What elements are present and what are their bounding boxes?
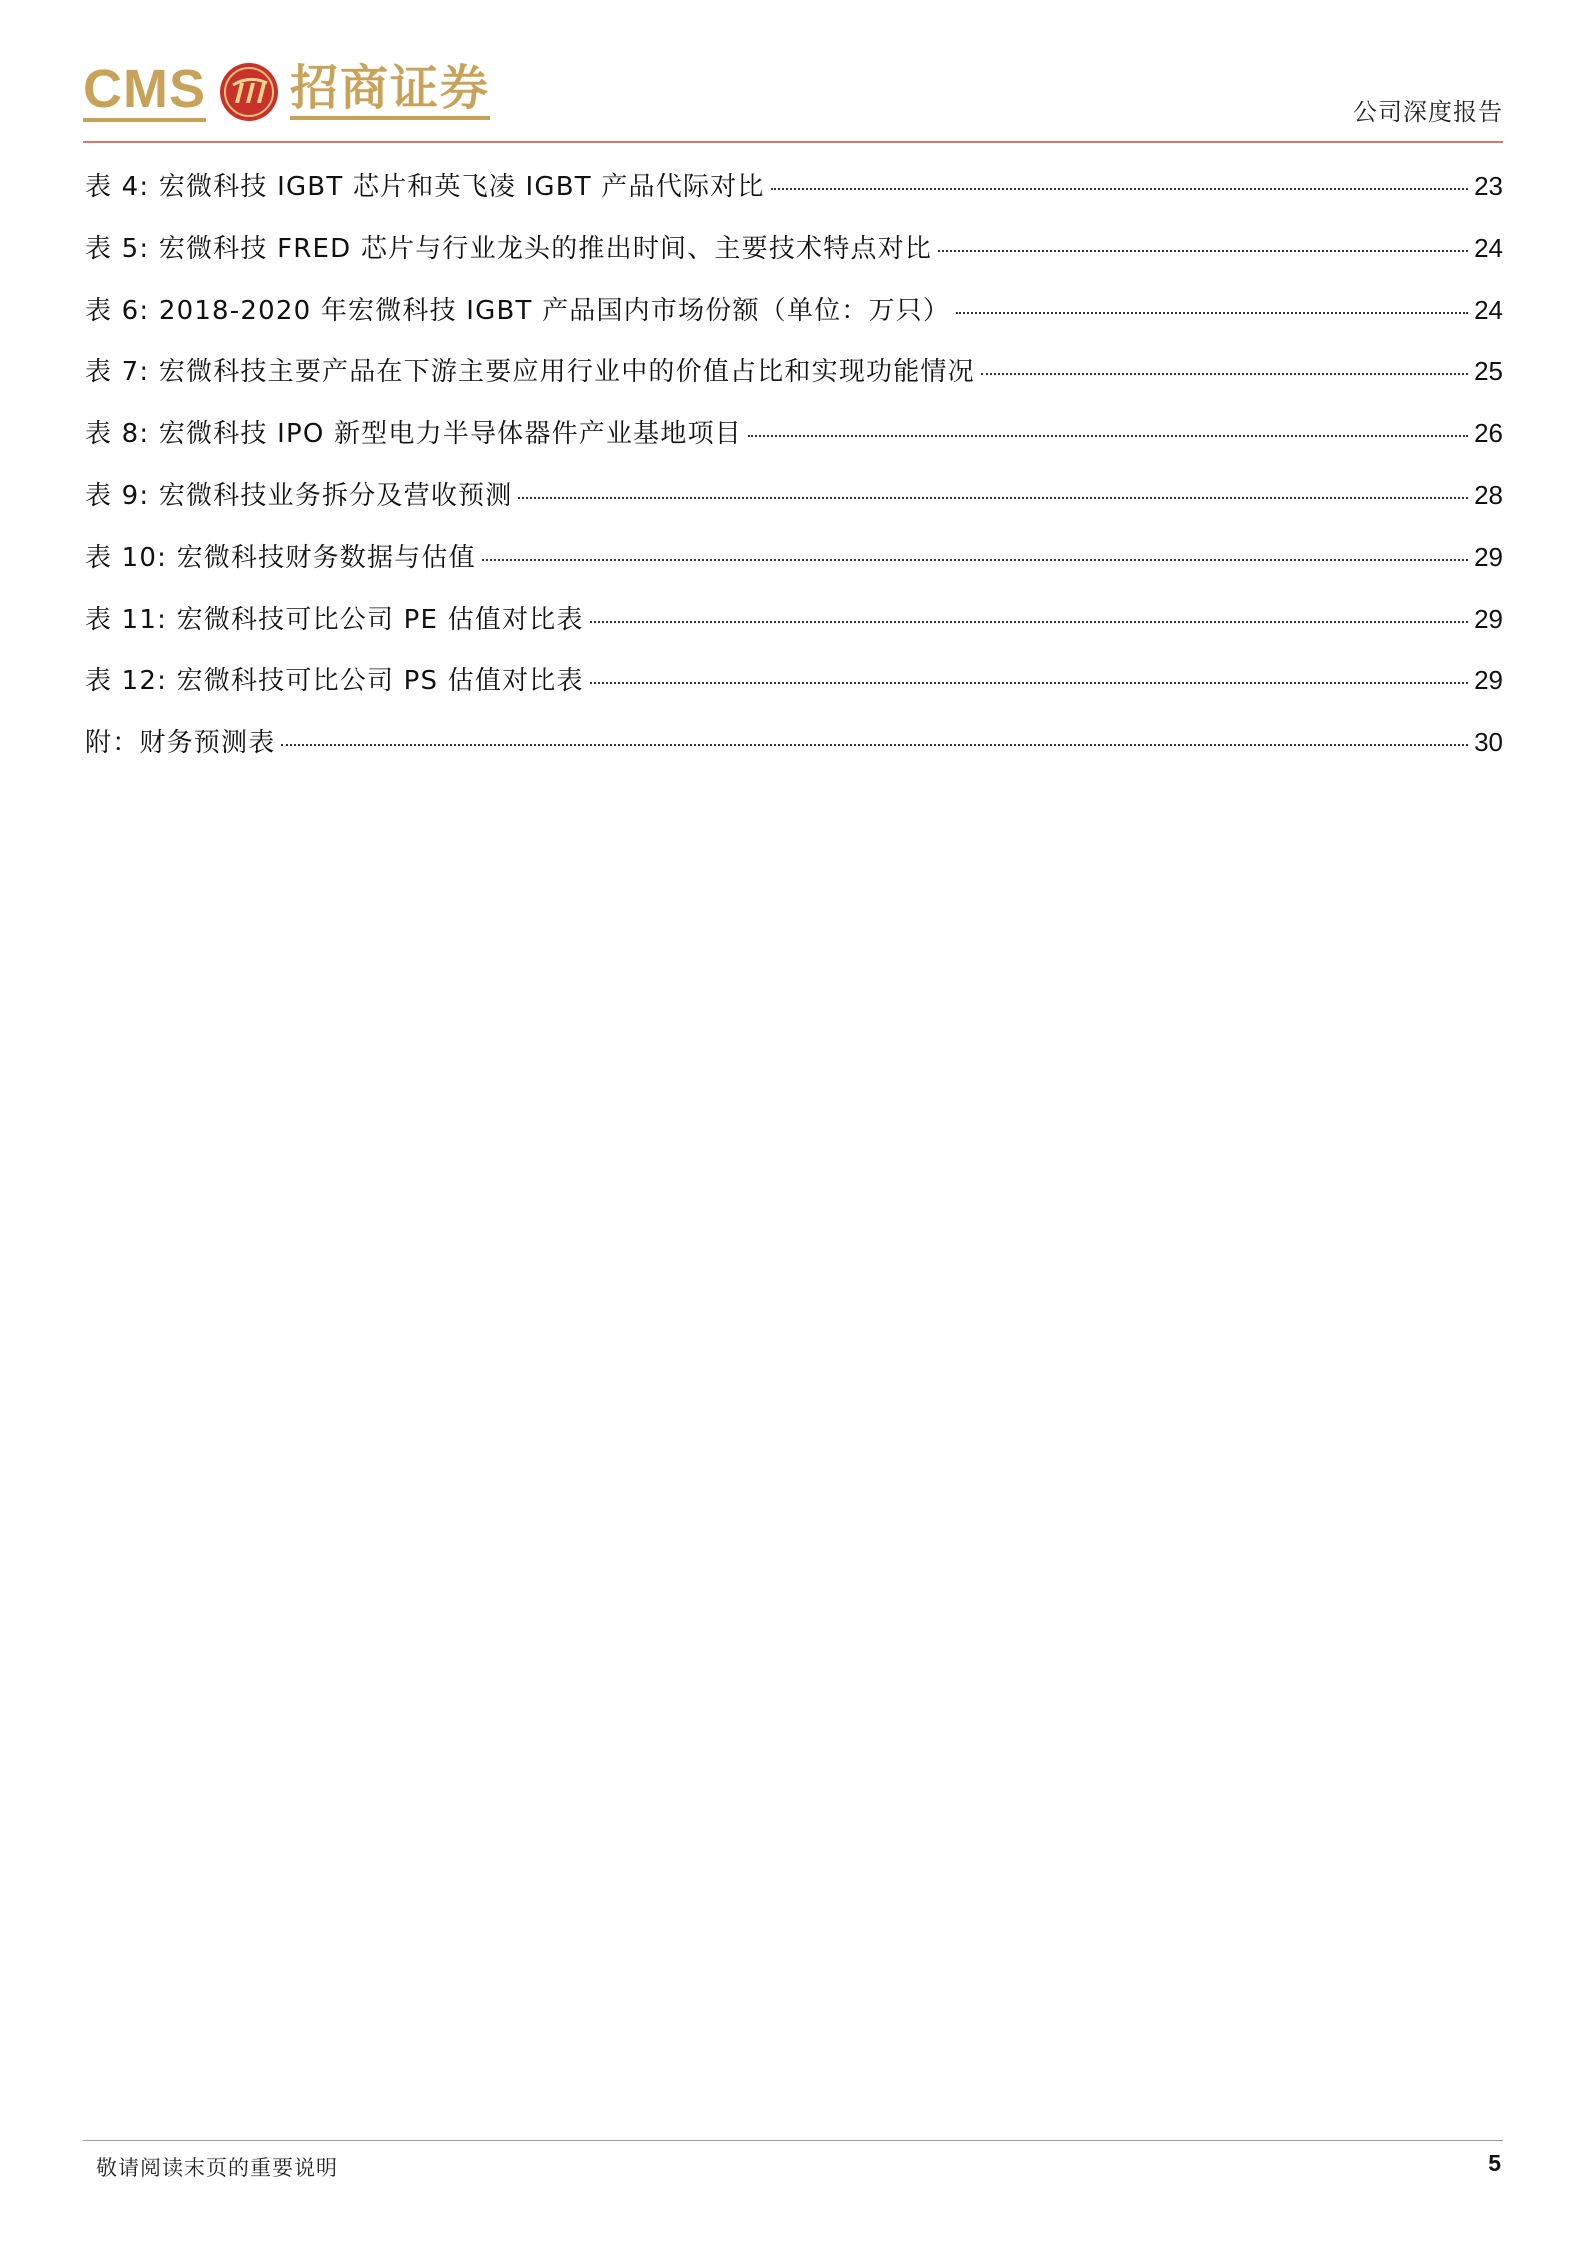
toc-entry-label: 表 4: 宏微科技 IGBT 芯片和英飞凌 IGBT 产品代际对比: [85, 172, 765, 202]
logo-emblem-icon: [218, 61, 280, 123]
toc-entry-page: 28: [1474, 479, 1503, 510]
toc-entry[interactable]: [85, 351, 1503, 413]
table-of-contents: [85, 166, 1503, 784]
toc-entry-label: 表 7: 宏微科技主要产品在下游主要应用行业中的价值占比和实现功能情况: [85, 357, 975, 388]
toc-dot-leader: [956, 312, 1468, 314]
toc-entry[interactable]: [85, 475, 1503, 537]
toc-dot-leader: [590, 682, 1468, 684]
toc-entry[interactable]: [85, 537, 1503, 599]
toc-entry-label: 表 5: 宏微科技 FRED 芯片与行业龙头的推出时间、主要技术特点对比: [85, 233, 933, 264]
company-logo: [83, 52, 490, 132]
toc-dot-leader: [482, 559, 1468, 561]
toc-entry-page: 29: [1474, 541, 1503, 572]
toc-entry-label: 附：财务预测表: [85, 728, 276, 759]
toc-entry-label: 表 10: 宏微科技财务数据与估值: [85, 542, 476, 573]
toc-entry[interactable]: [85, 290, 1503, 352]
toc-entry-label: 表 9: 宏微科技业务拆分及营收预测: [85, 480, 513, 511]
page-header: [0, 0, 1587, 145]
toc-entry[interactable]: [85, 166, 1503, 228]
logo-text-cn: 招商证券: [290, 64, 490, 120]
toc-dot-leader: [981, 373, 1468, 375]
toc-dot-leader: [748, 435, 1468, 437]
toc-dot-leader: [281, 744, 1468, 746]
header-divider: [83, 141, 1503, 143]
toc-entry-label: 表 11: 宏微科技可比公司 PE 估值对比表: [85, 604, 584, 635]
toc-entry[interactable]: [85, 599, 1503, 661]
toc-entry-page: 30: [1474, 727, 1503, 758]
toc-dot-leader: [771, 188, 1469, 190]
toc-entry-page: 29: [1474, 665, 1503, 696]
logo-text-en: CMS: [83, 62, 206, 122]
page-number: 5: [1488, 2150, 1501, 2176]
toc-entry[interactable]: [85, 413, 1503, 475]
toc-entry-label: 表 8: 宏微科技 IPO 新型电力半导体器件产业基地项目: [85, 419, 742, 450]
toc-dot-leader: [518, 497, 1468, 499]
toc-entry-label: 表 12: 宏微科技可比公司 PS 估值对比表: [85, 666, 584, 697]
toc-entry-page: 23: [1474, 171, 1503, 201]
toc-entry-page: 29: [1474, 603, 1503, 634]
toc-dot-leader: [590, 621, 1468, 623]
toc-entry-label: 表 6: 2018-2020 年宏微科技 IGBT 产品国内市场份额（单位：万只）: [85, 295, 951, 326]
toc-entry-page: 26: [1474, 418, 1503, 449]
toc-dot-leader: [938, 250, 1468, 252]
toc-entry[interactable]: [85, 660, 1503, 722]
toc-entry-page: 24: [1474, 232, 1503, 263]
footer-disclaimer-note: 敬请阅读末页的重要说明: [96, 2156, 338, 2180]
toc-entry[interactable]: [85, 722, 1503, 784]
toc-entry-page: 25: [1474, 356, 1503, 387]
toc-entry[interactable]: [85, 228, 1503, 290]
document-type-label: 公司深度报告: [1353, 98, 1503, 126]
toc-entry-page: 24: [1474, 294, 1503, 325]
footer-divider: [83, 2140, 1503, 2141]
